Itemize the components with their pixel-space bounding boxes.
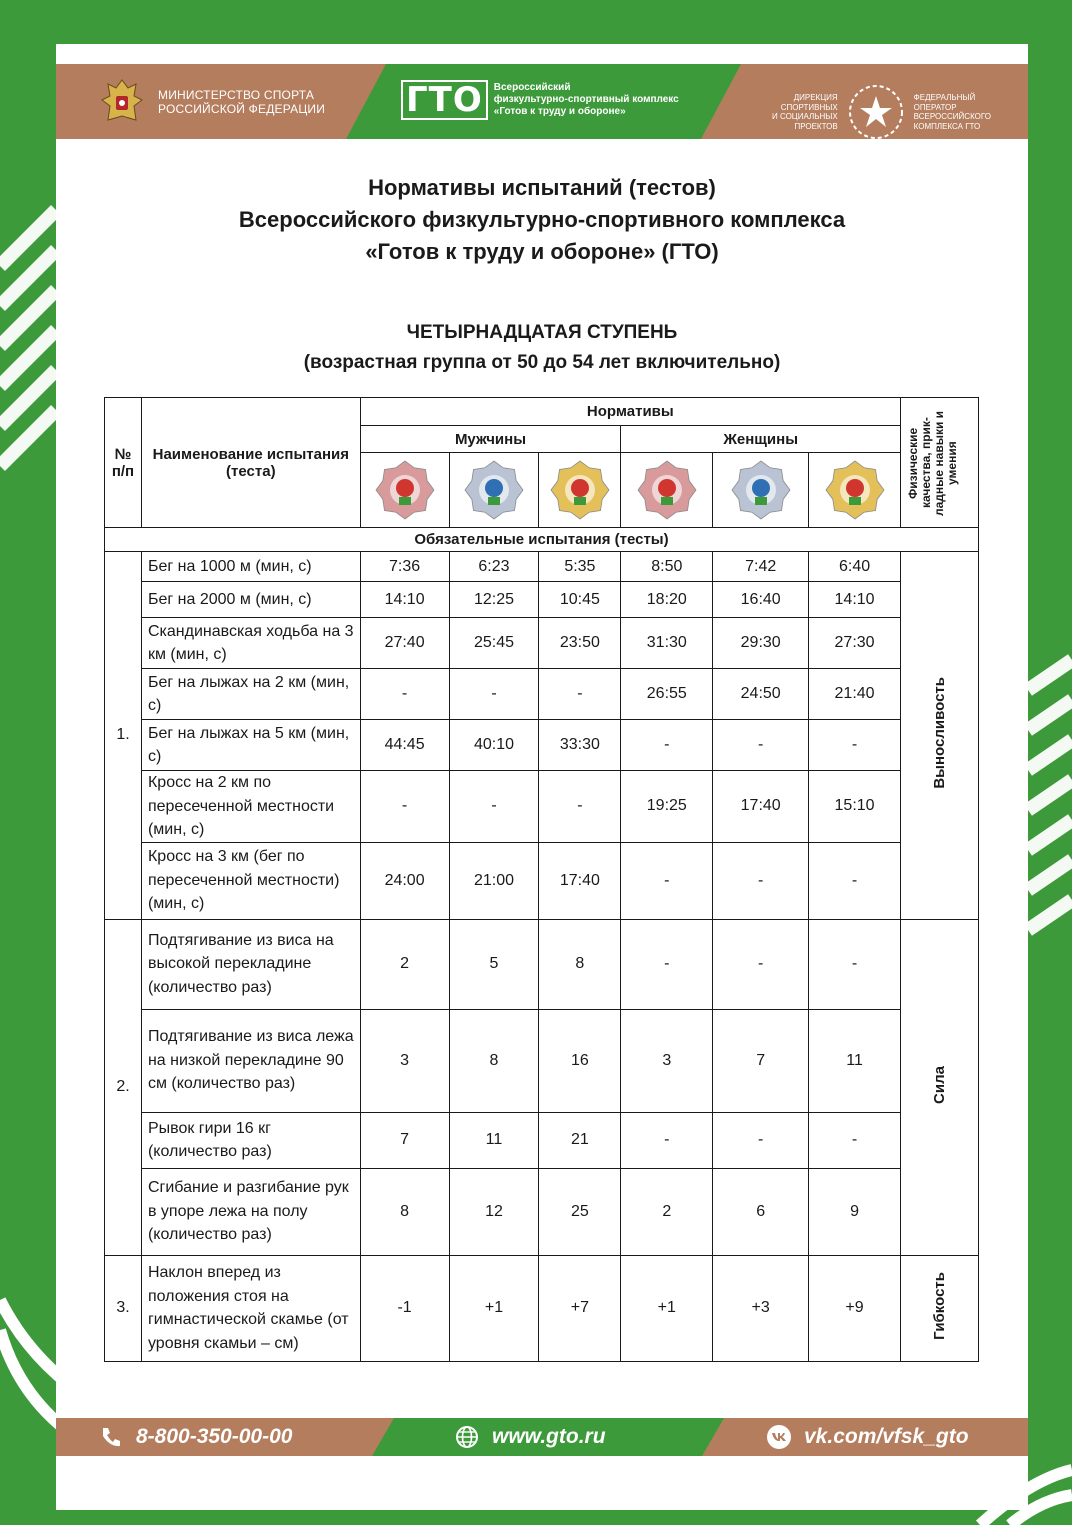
norm-value: - bbox=[809, 1112, 901, 1168]
title-line-3: «Готов к труду и обороне» (ГТО) bbox=[365, 239, 719, 264]
oper-line-4: КОМПЛЕКСА ГТО bbox=[913, 121, 981, 131]
norm-value: 12:25 bbox=[449, 582, 539, 618]
quality-cell bbox=[901, 552, 979, 920]
norm-value: 26:55 bbox=[621, 669, 713, 720]
norm-value: 27:30 bbox=[809, 618, 901, 669]
dir-line-2: СПОРТИВНЫХ bbox=[780, 102, 838, 112]
gto-badge-icon bbox=[730, 459, 792, 521]
norm-value: 33:30 bbox=[539, 720, 621, 771]
norm-value: -1 bbox=[360, 1255, 449, 1361]
norm-value: 11 bbox=[809, 1009, 901, 1112]
norm-value: - bbox=[713, 720, 809, 771]
norm-value: 12 bbox=[449, 1168, 539, 1255]
directorate-block bbox=[772, 82, 991, 142]
norm-value: 16:40 bbox=[713, 582, 809, 618]
norm-value: - bbox=[449, 669, 539, 720]
footer-phone-text: 8-800-350-00-00 bbox=[136, 1425, 293, 1448]
gto-block bbox=[401, 80, 679, 120]
norm-value: - bbox=[621, 842, 713, 919]
norm-value: 18:20 bbox=[621, 582, 713, 618]
header-norms: Нормативы bbox=[360, 398, 900, 426]
footer-vk-text: vk.com/vfsk_gto bbox=[804, 1425, 969, 1448]
title-line-2: Всероссийского физкультурно-спортивного комплекса bbox=[238, 207, 846, 232]
badge-cell bbox=[449, 453, 539, 528]
test-name: Бег на лыжах на 2 км (мин, с) bbox=[141, 669, 360, 720]
gto-logo: ГТО bbox=[401, 80, 488, 120]
norm-value: 40:10 bbox=[449, 720, 539, 771]
oper-line-2: ОПЕРАТОР bbox=[913, 102, 957, 112]
table-row bbox=[105, 919, 979, 1009]
section-mandatory: Обязательные испытания (тесты) bbox=[105, 528, 979, 552]
dir-line-4: ПРОЕКТОВ bbox=[794, 121, 838, 131]
norm-value: - bbox=[713, 1112, 809, 1168]
header-women: Женщины bbox=[621, 426, 901, 453]
badge-cell bbox=[360, 453, 449, 528]
norm-value: 8 bbox=[360, 1168, 449, 1255]
group-number: 3. bbox=[105, 1255, 142, 1361]
phone-icon bbox=[98, 1424, 124, 1450]
group-number: 2. bbox=[105, 919, 142, 1255]
test-name: Бег на 2000 м (мин, с) bbox=[141, 582, 360, 618]
norm-value: 16 bbox=[539, 1009, 621, 1112]
header-num: № п/п bbox=[105, 398, 142, 528]
globe-icon bbox=[454, 1424, 480, 1450]
norm-value: 9 bbox=[809, 1168, 901, 1255]
table-row bbox=[105, 582, 979, 618]
table-row bbox=[105, 1009, 979, 1112]
badge-cell bbox=[621, 453, 713, 528]
ministry-line-1: МИНИСТЕРСТВО СПОРТА bbox=[158, 88, 315, 102]
norm-value: 7:36 bbox=[360, 552, 449, 582]
norm-value: +7 bbox=[539, 1255, 621, 1361]
norm-value: 29:30 bbox=[713, 618, 809, 669]
oper-line-3: ВСЕРОССИЙСКОГО bbox=[913, 112, 991, 121]
header-quality-cell bbox=[901, 398, 979, 528]
norm-value: 2 bbox=[360, 919, 449, 1009]
ministry-block bbox=[98, 76, 325, 128]
test-name: Скандинавская ходьба на 3 км (мин, с) bbox=[141, 618, 360, 669]
quality-cell bbox=[901, 919, 979, 1255]
norm-value: - bbox=[621, 919, 713, 1009]
header-name: Наименование испытания (теста) bbox=[141, 398, 360, 528]
table-row bbox=[105, 842, 979, 919]
test-name: Сгибание и разгибание рук в упоре лежа на полу (количество раз) bbox=[141, 1168, 360, 1255]
table-row bbox=[105, 1112, 979, 1168]
header-band bbox=[56, 64, 1028, 139]
quality-label: Выносливость bbox=[931, 676, 948, 789]
gto-badge-icon bbox=[374, 459, 436, 521]
footer-site-text: www.gto.ru bbox=[492, 1425, 606, 1448]
document-sheet bbox=[56, 44, 1028, 1510]
norm-value: 6 bbox=[713, 1168, 809, 1255]
norm-value: 21 bbox=[539, 1112, 621, 1168]
norm-value: - bbox=[713, 842, 809, 919]
test-name: Рывок гири 16 кг (количество раз) bbox=[141, 1112, 360, 1168]
table-row bbox=[105, 1255, 979, 1361]
norm-value: +1 bbox=[621, 1255, 713, 1361]
norm-value: 25:45 bbox=[449, 618, 539, 669]
badge-cell bbox=[539, 453, 621, 528]
quality-cell bbox=[901, 1255, 979, 1361]
test-name: Бег на 1000 м (мин, с) bbox=[141, 552, 360, 582]
norm-value: 7:42 bbox=[713, 552, 809, 582]
dir-line-1: ДИРЕКЦИЯ bbox=[793, 93, 838, 102]
ministry-line-2: РОССИЙСКОЙ ФЕДЕРАЦИИ bbox=[158, 102, 326, 116]
norm-value: 24:50 bbox=[713, 669, 809, 720]
norm-value: 2 bbox=[621, 1168, 713, 1255]
norm-value: 6:23 bbox=[449, 552, 539, 582]
norm-value: 8 bbox=[449, 1009, 539, 1112]
norm-value: 5:35 bbox=[539, 552, 621, 582]
gto-line-3: «Готов к труду и обороне» bbox=[493, 106, 626, 117]
norm-value: - bbox=[809, 720, 901, 771]
norm-value: - bbox=[713, 919, 809, 1009]
vk-icon bbox=[766, 1424, 792, 1450]
test-name: Подтягивание из виса на высокой перекладине (количество раз) bbox=[141, 919, 360, 1009]
norm-value: - bbox=[809, 919, 901, 1009]
page-subtitle bbox=[56, 318, 1028, 378]
norm-value: - bbox=[539, 669, 621, 720]
header-quality: Физические качества, прик- ладные навыки и умения bbox=[906, 409, 959, 516]
gto-badge-icon bbox=[636, 459, 698, 521]
norm-value: 31:30 bbox=[621, 618, 713, 669]
norm-value: 15:10 bbox=[809, 771, 901, 843]
norm-value: 7 bbox=[360, 1112, 449, 1168]
gto-badge-icon bbox=[549, 459, 611, 521]
norm-value: 14:10 bbox=[360, 582, 449, 618]
page-title bbox=[56, 172, 1028, 268]
table-row bbox=[105, 771, 979, 843]
test-name: Кросс на 2 км по пересеченной местности (мин, с) bbox=[141, 771, 360, 843]
norm-value: 11 bbox=[449, 1112, 539, 1168]
norm-value: +3 bbox=[713, 1255, 809, 1361]
norm-value: 7 bbox=[713, 1009, 809, 1112]
norm-value: 27:40 bbox=[360, 618, 449, 669]
norm-value: - bbox=[621, 1112, 713, 1168]
table-row bbox=[105, 618, 979, 669]
gto-badge-icon bbox=[463, 459, 525, 521]
footer-phone[interactable] bbox=[98, 1418, 292, 1456]
norm-value: 3 bbox=[621, 1009, 713, 1112]
footer-band bbox=[56, 1418, 1028, 1456]
table-row bbox=[105, 1168, 979, 1255]
norm-value: 8:50 bbox=[621, 552, 713, 582]
norm-value: 3 bbox=[360, 1009, 449, 1112]
table-row bbox=[105, 552, 979, 582]
table-row bbox=[105, 720, 979, 771]
dir-line-3: И СОЦИАЛЬНЫХ bbox=[772, 112, 838, 121]
footer-site[interactable] bbox=[454, 1418, 606, 1456]
badge-cell bbox=[809, 453, 901, 528]
subtitle-line-2: (возрастная группа от 50 до 54 лет включительно) bbox=[303, 352, 781, 373]
gto-line-2: физкультурно-спортивный комплекс bbox=[493, 94, 679, 105]
norm-value: 25 bbox=[539, 1168, 621, 1255]
footer-vk[interactable] bbox=[766, 1418, 969, 1456]
norm-value: - bbox=[360, 771, 449, 843]
norm-value: - bbox=[809, 842, 901, 919]
norm-value: 24:00 bbox=[360, 842, 449, 919]
quality-label: Гибкость bbox=[931, 1271, 948, 1340]
norm-value: 8 bbox=[539, 919, 621, 1009]
badge-cell bbox=[713, 453, 809, 528]
norm-value: 10:45 bbox=[539, 582, 621, 618]
norm-value: - bbox=[449, 771, 539, 843]
test-name: Подтягивание из виса лежа на низкой перекладине 90 см (количество раз) bbox=[141, 1009, 360, 1112]
coat-of-arms-icon bbox=[98, 76, 146, 128]
norm-value: 5 bbox=[449, 919, 539, 1009]
gto-line-1: Всероссийский bbox=[493, 82, 571, 93]
norm-value: 6:40 bbox=[809, 552, 901, 582]
norm-value: +9 bbox=[809, 1255, 901, 1361]
gto-badge-icon bbox=[824, 459, 886, 521]
norm-value: - bbox=[360, 669, 449, 720]
test-name: Бег на лыжах на 5 км (мин, с) bbox=[141, 720, 360, 771]
group-number: 1. bbox=[105, 552, 142, 920]
norm-value: 21:40 bbox=[809, 669, 901, 720]
norm-value: - bbox=[539, 771, 621, 843]
norm-value: 17:40 bbox=[539, 842, 621, 919]
test-name: Кросс на 3 км (бег по пересеченной местности) (мин, с) bbox=[141, 842, 360, 919]
norm-value: 23:50 bbox=[539, 618, 621, 669]
norm-value: 21:00 bbox=[449, 842, 539, 919]
title-line-1: Нормативы испытаний (тестов) bbox=[368, 175, 716, 200]
norm-value: 19:25 bbox=[621, 771, 713, 843]
test-name: Наклон вперед из положения стоя на гимнастической скамье (от уровня скамьи – см) bbox=[141, 1255, 360, 1361]
norm-value: +1 bbox=[449, 1255, 539, 1361]
norm-value: - bbox=[621, 720, 713, 771]
norm-value: 17:40 bbox=[713, 771, 809, 843]
oper-line-1: ФЕДЕРАЛЬНЫЙ bbox=[913, 93, 976, 102]
star-wreath-icon bbox=[846, 82, 906, 142]
table-row bbox=[105, 669, 979, 720]
norms-table bbox=[104, 397, 979, 1362]
norm-value: 14:10 bbox=[809, 582, 901, 618]
subtitle-line-1: ЧЕТЫРНАДЦАТАЯ СТУПЕНЬ bbox=[406, 322, 678, 343]
header-men: Мужчины bbox=[360, 426, 621, 453]
quality-label: Сила bbox=[931, 1065, 948, 1104]
norm-value: 44:45 bbox=[360, 720, 449, 771]
